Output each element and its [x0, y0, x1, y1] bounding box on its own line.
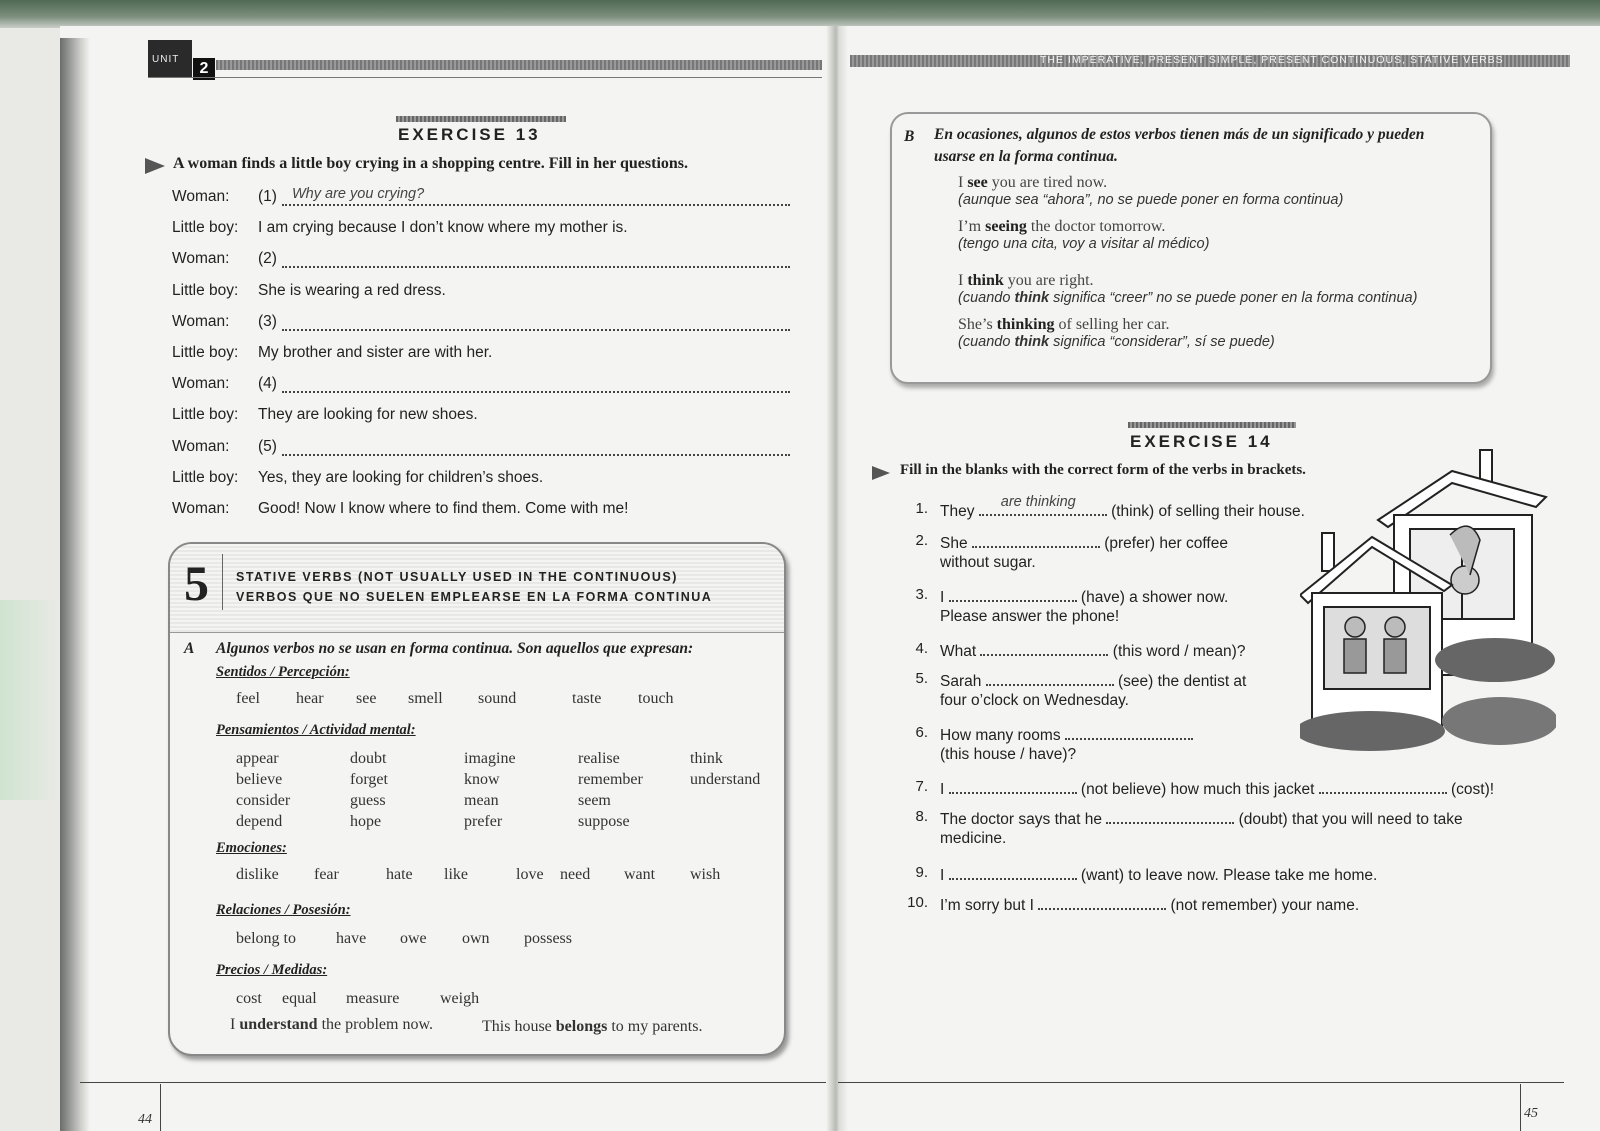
answer-blank	[980, 640, 1108, 656]
unit-label-box	[148, 40, 192, 78]
b-example-2-es: (tengo una cita, voy a visitar al médico)	[958, 236, 1210, 252]
stative-title-en: STATIVE VERBS (NOT USUALLY USED IN THE CONTINUOUS)	[236, 570, 678, 584]
dialog-line-number: (1)	[258, 188, 277, 205]
b-example-3	[958, 272, 1094, 290]
answer-blank	[986, 670, 1114, 686]
section-b-intro-2: usarse en la forma continua.	[934, 148, 1118, 165]
item-prompt: Sarah	[940, 673, 986, 690]
answer-blank	[1065, 724, 1193, 740]
b-ex4-verb: thinking	[996, 316, 1055, 333]
b-example-1-es: (aunque sea “ahora”, no se puede poner en forma continua)	[958, 192, 1344, 208]
item-verb-hint-2: (cost)!	[1446, 781, 1495, 798]
relations-word: belong to	[236, 930, 296, 947]
dialog-speaker: Little boy:	[172, 282, 239, 299]
mental-word: doubt	[350, 750, 387, 767]
b-ex4-end: of selling her car.	[1054, 316, 1170, 333]
b-ex4-start: She’s	[958, 316, 997, 333]
item-number: 5.	[915, 670, 928, 687]
dialog-line-number: (5)	[258, 438, 277, 455]
item-number: 9.	[915, 864, 928, 881]
item-number: 10.	[907, 894, 928, 911]
b-ex4-es-verb: think	[1014, 334, 1050, 350]
answer-blank	[1038, 894, 1166, 910]
item-text	[940, 808, 1463, 829]
mental-word: prefer	[464, 813, 503, 830]
dialog-line-text: Good! Now I know where to find them. Come with me!	[258, 500, 629, 517]
mental-word: realise	[578, 750, 620, 767]
item-prompt: They	[940, 503, 979, 520]
exercise13-title: EXERCISE 13	[398, 125, 541, 144]
dialog-speaker: Little boy:	[172, 469, 239, 486]
item-number: 2.	[915, 532, 928, 549]
scan-top-edge	[0, 0, 1600, 28]
item-verb-hint: (not remember) your name.	[1166, 897, 1360, 914]
running-title: THE IMPERATIVE, PRESENT SIMPLE, PRESENT CONTINUOUS, STATIVE VERBS	[1040, 54, 1504, 66]
mental-word: forget	[350, 771, 388, 788]
right-page-number: 45	[1524, 1106, 1538, 1121]
item-text	[940, 586, 1228, 607]
stative-example-2	[482, 1018, 702, 1036]
answer-blank	[1106, 808, 1234, 824]
item-verb-hint: (have) a shower now.	[1076, 589, 1229, 606]
dialog-speaker: Woman:	[172, 500, 230, 517]
senses-word: touch	[638, 690, 674, 707]
answer-blank	[282, 315, 790, 331]
item-prompt: I	[940, 781, 949, 798]
b-example-1	[958, 174, 1107, 192]
unit-label: UNIT	[152, 54, 180, 65]
b-example-4	[958, 316, 1170, 334]
item-prompt: The doctor says that he	[940, 811, 1107, 828]
left-header-rule	[148, 77, 822, 78]
prices-word: equal	[282, 990, 317, 1007]
exercise14-title: EXERCISE 14	[1130, 432, 1273, 451]
b-ex2-end: the doctor tomorrow.	[1026, 218, 1166, 235]
section-number: 5	[184, 555, 209, 611]
senses-word: sound	[478, 690, 517, 707]
dialog-speaker: Little boy:	[172, 219, 239, 236]
b-ex3-verb: think	[967, 272, 1004, 289]
right-footer-divider	[1520, 1084, 1521, 1131]
item-number: 3.	[915, 586, 928, 603]
stative-title-es: VERBOS QUE NO SUELEN EMPLEARSE EN LA FORMA CONTINUA	[236, 590, 713, 604]
item-verb-hint: (want) to leave now. Please take me home.	[1076, 867, 1378, 884]
item-text	[940, 894, 1359, 915]
dialog-line-number: (4)	[258, 375, 277, 392]
item-text-line2: without sugar.	[940, 554, 1036, 571]
mental-word: consider	[236, 792, 291, 809]
relations-word: own	[462, 930, 490, 947]
emotions-word: hate	[386, 866, 413, 883]
item-verb-hint: (this word / mean)?	[1108, 643, 1246, 660]
item-number: 1.	[915, 500, 928, 517]
answer-blank	[979, 494, 1107, 516]
item-number: 7.	[915, 778, 928, 795]
dialog-speaker: Woman:	[172, 250, 230, 267]
dialog-line-text: Yes, they are looking for children’s shoes.	[258, 469, 544, 486]
mental-word: mean	[464, 792, 499, 809]
left-footer-rule	[80, 1082, 826, 1083]
item-text	[940, 864, 1377, 885]
senses-list	[236, 690, 756, 710]
b-ex1-end: you are tired now.	[987, 174, 1108, 191]
exercise14-title-bar	[1128, 422, 1296, 428]
item-number: 6.	[915, 724, 928, 741]
b-ex1-start: I	[958, 174, 968, 191]
b-ex3-end: you are right.	[1003, 272, 1094, 289]
scan-left-margin	[0, 600, 60, 800]
section-b-letter: B	[904, 128, 915, 145]
emotions-word: wish	[690, 866, 721, 883]
dialog-line-text: She is wearing a red dress.	[258, 282, 446, 299]
relations-word: have	[336, 930, 367, 947]
senses-word: smell	[408, 690, 443, 707]
item-verb-hint: (not believe) how much this jacket	[1076, 781, 1315, 798]
dialog-speaker: Woman:	[172, 375, 230, 392]
left-footer-divider	[160, 1084, 161, 1131]
emotions-word: want	[624, 866, 656, 883]
mental-word: imagine	[464, 750, 516, 767]
dialog-line-number: (2)	[258, 250, 277, 267]
stative-verbs-box	[168, 542, 786, 1056]
mental-word: appear	[236, 750, 279, 767]
dialog-line-text: They are looking for new shoes.	[258, 406, 478, 423]
left-page-edge	[60, 38, 90, 1131]
left-header-bar	[216, 60, 822, 70]
relations-heading: Relaciones / Posesión:	[216, 902, 351, 918]
mental-word: believe	[236, 771, 283, 788]
dialog-speaker: Little boy:	[172, 344, 239, 361]
unit-number: 2	[193, 58, 215, 80]
header-divider	[222, 554, 223, 610]
item-prompt: How many rooms	[940, 727, 1065, 744]
senses-word: hear	[296, 690, 324, 707]
dialog-line-number: (3)	[258, 313, 277, 330]
mental-word: seem	[578, 792, 611, 809]
b-ex2-verb: seeing	[985, 218, 1027, 235]
houses-illustration-icon	[1300, 445, 1556, 753]
emotions-word: need	[560, 866, 591, 883]
mental-word: suppose	[578, 813, 630, 830]
mental-word: think	[690, 750, 723, 767]
mental-word: remember	[578, 771, 643, 788]
emotions-word: like	[444, 866, 468, 883]
mental-list	[236, 750, 776, 836]
item-text-line2: medicine.	[940, 830, 1007, 847]
mental-word: know	[464, 771, 500, 788]
exercise13-title-bar	[396, 116, 566, 122]
item-prompt: I	[940, 867, 949, 884]
relations-list	[236, 930, 756, 950]
dialog-speaker: Woman:	[172, 438, 230, 455]
prices-word: weigh	[440, 990, 480, 1007]
prices-list	[236, 990, 756, 1010]
answer-blank	[949, 586, 1077, 602]
emotions-word: dislike	[236, 866, 279, 883]
b-ex3-es-end: significa “creer” no se puede poner en la forma continua)	[1049, 290, 1418, 306]
mental-word: guess	[350, 792, 386, 809]
b-ex2-start: I’m	[958, 218, 986, 235]
relations-word: possess	[524, 930, 573, 947]
answer-blank	[282, 440, 790, 456]
handwritten-answer: Why are you crying?	[292, 186, 425, 202]
example-2-end: to my parents.	[607, 1018, 703, 1035]
prices-word: measure	[346, 990, 400, 1007]
senses-word: see	[356, 690, 377, 707]
item-prompt: I	[940, 589, 949, 606]
answer-blank	[1319, 778, 1447, 794]
item-verb-hint: (doubt) that you will need to take	[1234, 811, 1463, 828]
b-example-2	[958, 218, 1165, 236]
exercise14-instruction: Fill in the blanks with the correct form of the verbs in brackets.	[900, 462, 1306, 478]
mental-word: hope	[350, 813, 382, 830]
prices-heading: Precios / Medidas:	[216, 962, 328, 978]
b-ex4-es-end: significa “considerar”, sí se puede)	[1049, 334, 1275, 350]
example-1-start: I	[230, 1016, 240, 1033]
b-ex3-es-verb: think	[1014, 290, 1050, 306]
left-page-number: 44	[138, 1112, 152, 1127]
prices-word: cost	[236, 990, 262, 1007]
item-verb-hint: (see) the dentist at	[1113, 673, 1247, 690]
answer-blank	[949, 864, 1077, 880]
dialog-speaker: Woman:	[172, 188, 230, 205]
item-verb-hint: (think) of selling their house.	[1106, 503, 1305, 520]
item-number: 4.	[915, 640, 928, 657]
answer-blank	[282, 252, 790, 268]
section-a-text: Algunos verbos no se usan en forma continua. Son aquellos que expresan:	[216, 640, 694, 657]
book-spine	[826, 26, 848, 1131]
item-text-line2: (this house / have)?	[940, 746, 1077, 763]
senses-word: taste	[572, 690, 602, 707]
example-1-end: the problem now.	[317, 1016, 433, 1033]
section-a-letter: A	[184, 640, 195, 657]
section-b-intro-1: En ocasiones, algunos de estos verbos tienen más de un significado y pueden	[934, 126, 1425, 143]
item-text	[940, 494, 1305, 521]
item-verb-hint: (prefer) her coffee	[1099, 535, 1228, 552]
example-2-verb: belongs	[555, 1018, 608, 1035]
item-text	[940, 670, 1246, 691]
section-b-box	[890, 112, 1492, 384]
item-number: 8.	[915, 808, 928, 825]
item-text	[940, 724, 1193, 745]
example-2-start: This house	[482, 1018, 556, 1035]
dialog-speaker: Woman:	[172, 313, 230, 330]
handwritten-answer: are thinking	[1000, 494, 1076, 510]
item-prompt: What	[940, 643, 981, 660]
b-ex1-verb: see	[967, 174, 988, 191]
dialog-speaker: Little boy:	[172, 406, 239, 423]
senses-word: feel	[236, 690, 260, 707]
answer-blank	[972, 532, 1100, 548]
stative-verbs-header	[170, 544, 784, 633]
b-ex3-start: I	[958, 272, 968, 289]
answer-blank	[282, 377, 790, 393]
emotions-heading: Emociones:	[216, 840, 287, 856]
b-example-4-es	[958, 334, 1275, 350]
answer-blank	[949, 778, 1077, 794]
dialog-line-text: I am crying because I don’t know where my mother is.	[258, 219, 628, 236]
dialog-line-text: My brother and sister are with her.	[258, 344, 493, 361]
mental-word: depend	[236, 813, 283, 830]
item-prompt: I’m sorry but I	[940, 897, 1039, 914]
item-text	[940, 532, 1228, 553]
exercise13-instruction: A woman finds a little boy crying in a shopping centre. Fill in her questions.	[173, 155, 689, 172]
emotions-list	[236, 866, 756, 886]
relations-word: owe	[400, 930, 427, 947]
mental-word: understand	[690, 771, 761, 788]
instruction-arrow-icon	[145, 158, 165, 174]
item-text-line2: four o’clock on Wednesday.	[940, 692, 1129, 709]
instruction-arrow-icon	[872, 466, 890, 480]
item-prompt: She	[940, 535, 972, 552]
example-1-verb: understand	[239, 1016, 318, 1033]
stative-example-1	[230, 1016, 433, 1034]
right-footer-rule	[838, 1082, 1564, 1083]
item-text-line2: Please answer the phone!	[940, 608, 1120, 625]
item-text	[940, 640, 1245, 661]
b-ex3-es-start: (cuando	[958, 290, 1015, 306]
senses-heading: Sentidos / Percepción:	[216, 664, 350, 680]
mental-heading: Pensamientos / Actividad mental:	[216, 722, 416, 738]
item-text	[940, 778, 1494, 799]
emotions-word: fear	[314, 866, 339, 883]
b-example-3-es	[958, 290, 1417, 306]
emotions-word: love	[516, 866, 544, 883]
b-ex4-es-start: (cuando	[958, 334, 1015, 350]
